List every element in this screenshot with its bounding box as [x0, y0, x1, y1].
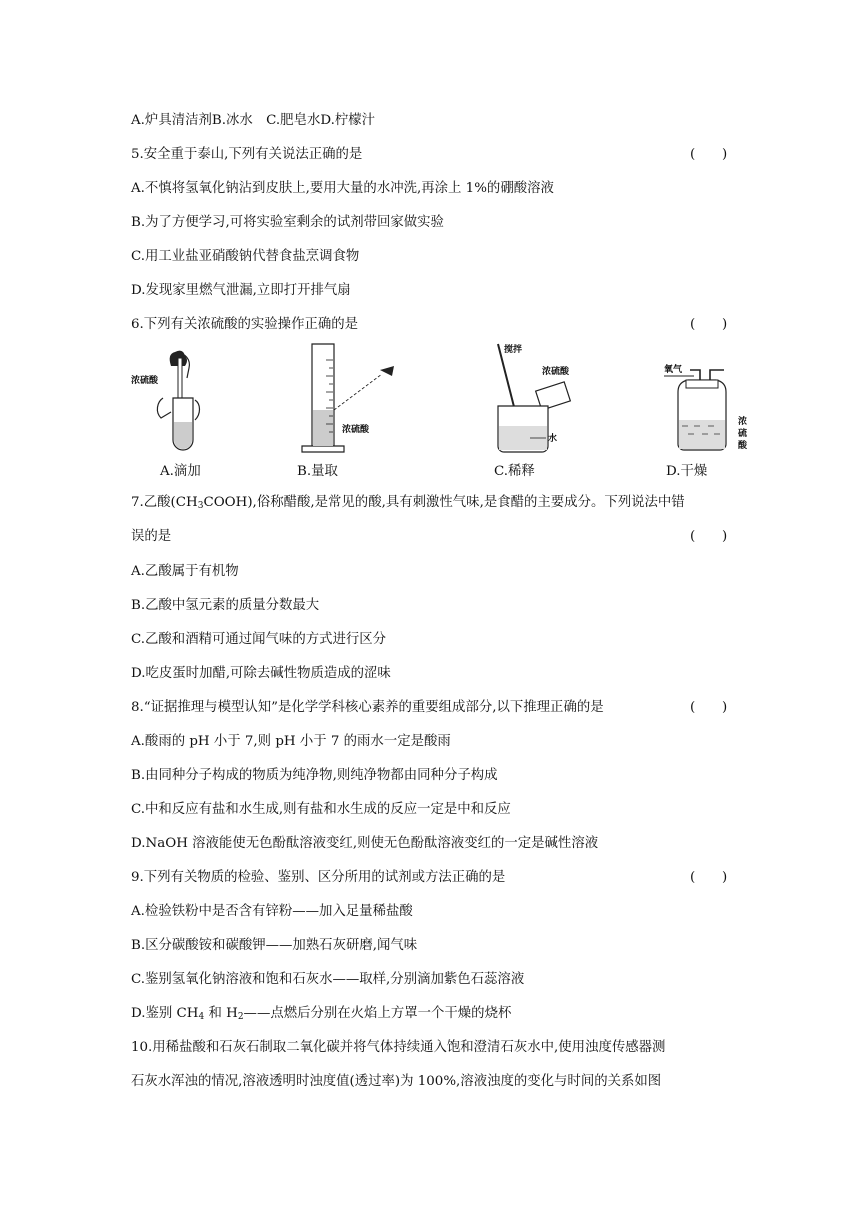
answer-paren-q7: ( )	[690, 529, 728, 544]
question-10-line-2: 石灰水浑浊的情况,溶液透明时浊度值(透过率)为 100%,溶液浊度的变化与时间的关系如图	[131, 1074, 662, 1089]
answer-paren-q5: ( )	[690, 147, 728, 162]
q7-option-c: C.乙酸和酒精可通过闻气味的方式进行区分	[131, 632, 387, 647]
question-10-line-1: 10.用稀盐酸和石灰石制取二氧化碳并将气体持续通入饱和澄清石灰水中,使用浊度传感器测	[131, 1040, 666, 1055]
q5-option-d: D.发现家里燃气泄漏,立即打开排气扇	[131, 283, 351, 298]
question-8: 8.“证据推理与模型认知”是化学学科核心素养的重要组成部分,以下推理正确的是	[131, 700, 604, 715]
answer-paren-q6: ( )	[690, 317, 728, 332]
q8-option-d: D.NaOH 溶液能使无色酚酞溶液变红,则使无色酚酞溶液变红的一定是碱性溶液	[131, 836, 599, 851]
q9-option-b: B.区分碳酸铵和碳酸钾——加熟石灰研磨,闻气味	[131, 938, 418, 953]
q7-option-b: B.乙酸中氢元素的质量分数最大	[131, 598, 320, 613]
q7-option-a: A.乙酸属于有机物	[131, 564, 239, 579]
q5-option-c: C.用工业盐亚硝酸钠代替食盐烹调食物	[131, 249, 360, 264]
q7-option-d: D.吃皮蛋时加醋,可除去碱性物质造成的涩味	[131, 666, 391, 681]
answer-paren-q9: ( )	[690, 870, 728, 885]
q9-option-a: A.检验铁粉中是否含有锌粉——加入足量稀盐酸	[131, 904, 413, 919]
question-9: 9.下列有关物质的检验、鉴别、区分所用的试剂或方法正确的是	[131, 870, 506, 885]
q9-option-d: D.鉴别 $CH_4$ 和 $H_2——$点燃后分别在火焰上方罩一个干燥的烧杯	[131, 1006, 512, 1022]
answer-paren-q8: ( )	[690, 700, 728, 715]
figure-d-acid-label-1: 浓	[738, 417, 748, 427]
q5-option-a: A.不慎将氢氧化钠沾到皮肤上,要用大量的水冲洗,再涂上 1%的硼酸溶液	[131, 181, 554, 196]
figure-d-acid-label-3: 酸	[738, 441, 748, 451]
q8-option-a: A.酸雨的 pH 小于 7,则 pH 小于 7 的雨水一定是酸雨	[131, 734, 451, 749]
question-5: 5.安全重于泰山,下列有关说法正确的是	[131, 147, 363, 162]
question-6: 6.下列有关浓硫酸的实验操作正确的是	[131, 317, 359, 332]
options-line-q4: A.炉具清洁剂B.冰水 C.肥皂水D.柠檬汁	[131, 113, 376, 128]
figure-c-acid-label: 浓硫酸	[542, 367, 570, 377]
q9-option-c: C.鉴别氢氧化钠溶液和饱和石灰水——取样,分别滴加紫色石蕊溶液	[131, 972, 525, 987]
eye-icon	[380, 366, 394, 376]
figure-a-dropping	[131, 340, 211, 460]
figure-c-water-label: 水	[548, 434, 558, 444]
q5-option-b: B.为了方便学习,可将实验室剩余的试剂带回家做实验	[131, 215, 444, 230]
figure-a-caption: A.滴加	[160, 464, 201, 479]
figure-d-acid-label-2: 硫	[738, 429, 748, 439]
q8-option-c: C.中和反应有盐和水生成,则有盐和水生成的反应一定是中和反应	[131, 802, 511, 817]
figure-d-caption: D.干燥	[666, 464, 708, 479]
figure-d-drying	[664, 340, 754, 460]
q8-option-b: B.由同种分子构成的物质为纯净物,则纯净物都由同种分子构成	[131, 768, 498, 783]
figure-c-stir-label: 搅拌	[504, 345, 523, 355]
figure-b-caption: B.量取	[297, 464, 338, 479]
figure-b-label: 浓硫酸	[342, 425, 370, 435]
figure-c-diluting	[490, 340, 620, 460]
question-7-line-2: 误的是	[131, 529, 172, 544]
figure-b-measuring	[296, 340, 416, 460]
figure-c-caption: C.稀释	[494, 464, 535, 479]
figure-d-gas-label: 氧气	[664, 365, 683, 375]
question-7-line-1: 7.乙酸$(CH_3COOH)$,俗称醋酸,是常见的酸,具有刺激性气味,是食醋的主要成分。下列说法中错	[131, 495, 685, 511]
figure-a-label: 浓硫酸	[131, 376, 159, 386]
